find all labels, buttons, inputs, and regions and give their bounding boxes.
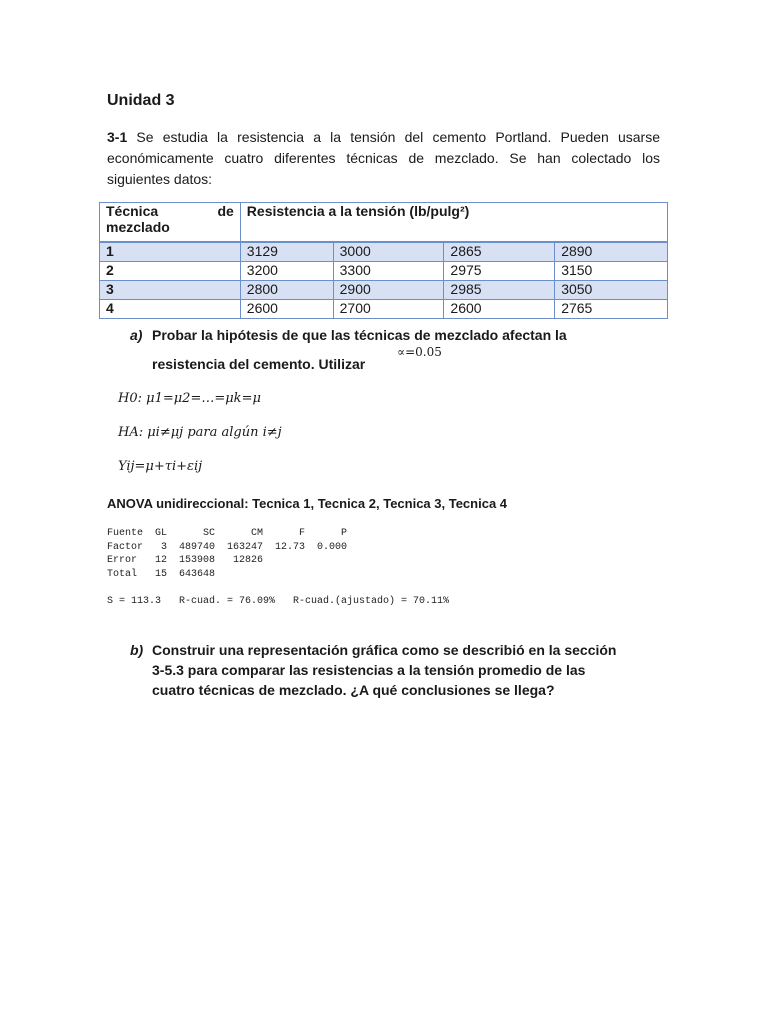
table-cell: 2975 (444, 262, 555, 281)
header-technique-de: de (217, 203, 234, 219)
row-label: 1 (100, 242, 241, 262)
question-a-label: a) (130, 327, 143, 343)
question-b-label: b) (130, 642, 144, 658)
question-a-line1: Probar la hipótesis de que las técnicas de mezclado afectan la (152, 327, 567, 343)
table-cell: 3050 (555, 281, 668, 300)
table-cell: 3129 (240, 242, 333, 262)
row-label: 4 (100, 300, 241, 319)
table-cell: 3200 (240, 262, 333, 281)
table-row (100, 300, 668, 319)
table-cell: 2985 (444, 281, 555, 300)
problem-text: Se estudia la resistencia a la tensión del cemento Portland. Pueden usarse económicamente cuatro diferentes técnicas de mezclado. Se han colectado los siguientes datos: (107, 129, 660, 187)
question-b-line3: cuatro técnicas de mezclado. ¿A qué conclusiones se llega? (152, 682, 555, 698)
header-technique-line2: mezclado (106, 219, 170, 235)
table-cell: 3300 (333, 262, 444, 281)
anova-title: ANOVA unidireccional: Tecnica 1, Tecnica 2, Tecnica 3, Tecnica 4 (107, 496, 508, 511)
table-cell: 2600 (240, 300, 333, 319)
header-technique-word: Técnica (106, 203, 159, 219)
question-b-line2: 3-5.3 para comparar las resistencias a la tensión promedio de las (152, 662, 586, 678)
problem-statement (107, 127, 660, 190)
null-hypothesis: H0: μ1=μ2=…=μk=μ (118, 391, 261, 406)
anova-output: Fuente GL SC CM F P Factor 3 489740 163247 12.73 0.000 Error 12 153908 12826 Total 15 643648 S = 113.3 R-cuad. = 76.09% R-cuad.(ajustado) = 70.11% (107, 528, 450, 607)
header-technique (100, 203, 241, 243)
header-resistance: Resistencia a la tensión (lb/pulg²) (240, 203, 667, 243)
table-row (100, 242, 668, 262)
page-title: Unidad 3 (107, 92, 175, 109)
model-equation: Yij=μ+τi+εij (118, 459, 203, 474)
table-cell: 2700 (333, 300, 444, 319)
table-cell: 2600 (444, 300, 555, 319)
question-a (130, 321, 660, 379)
question-a-line2: resistencia del cemento. Utilizar (152, 356, 366, 372)
table-cell: 3150 (555, 262, 668, 281)
table-cell: 2900 (333, 281, 444, 300)
data-table (99, 202, 668, 319)
question-b-line1: Construir una representación gráfica como se describió en la sección (152, 642, 617, 658)
question-b (130, 640, 660, 700)
table-cell: 2765 (555, 300, 668, 319)
row-label: 2 (100, 262, 241, 281)
table-row (100, 281, 668, 300)
table-header-row (100, 203, 668, 243)
table-row (100, 262, 668, 281)
table-cell: 2890 (555, 242, 668, 262)
table-cell: 2800 (240, 281, 333, 300)
table-cell: 3000 (333, 242, 444, 262)
alternative-hypothesis: HA: μi≠μj para algún i≠j (118, 425, 282, 440)
problem-number: 3-1 (107, 129, 128, 145)
table-cell: 2865 (444, 242, 555, 262)
alpha-value: ∝=0.05 (397, 345, 442, 359)
row-label: 3 (100, 281, 241, 300)
